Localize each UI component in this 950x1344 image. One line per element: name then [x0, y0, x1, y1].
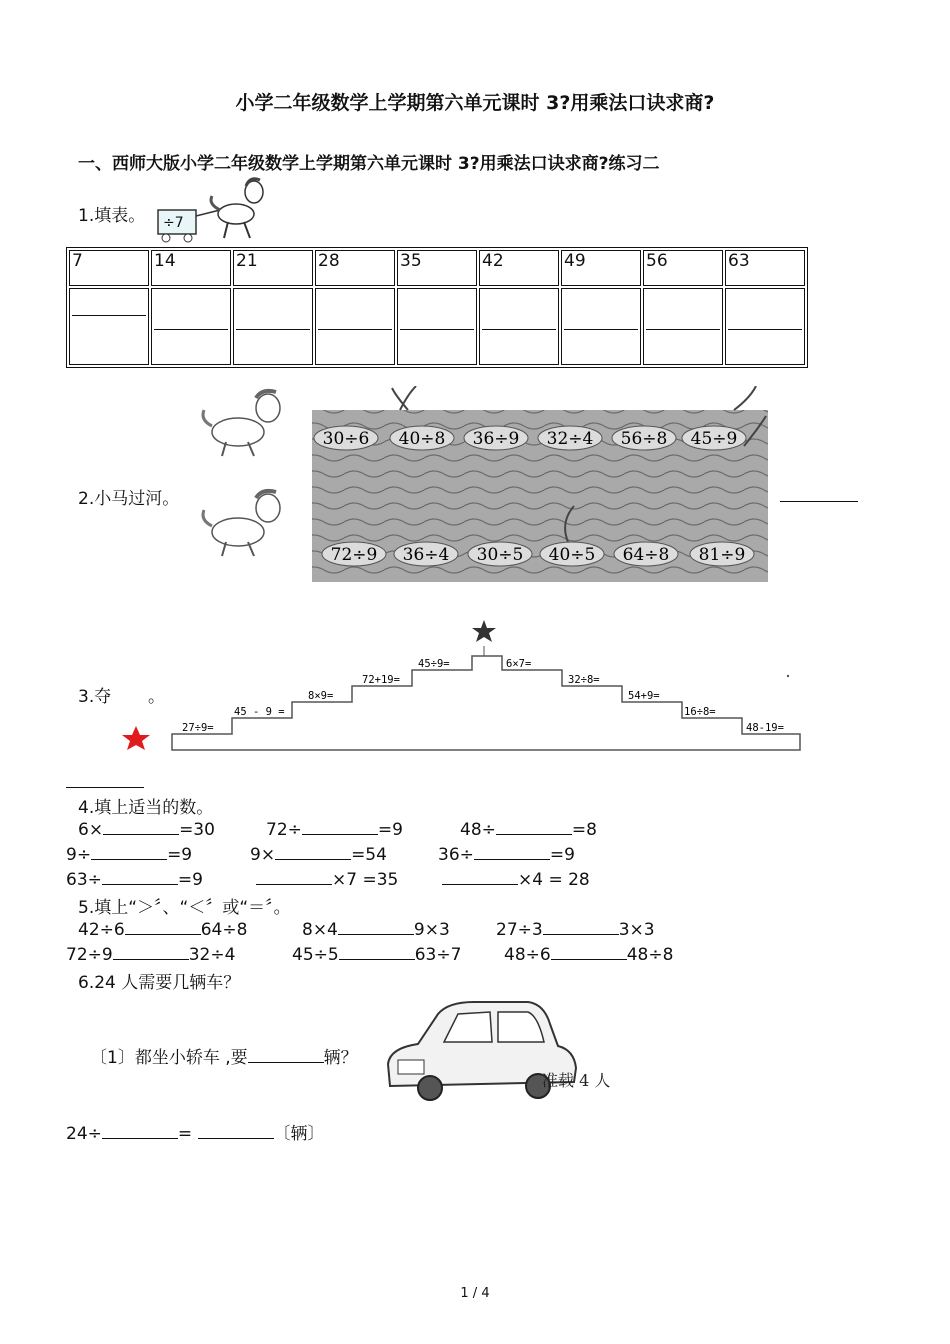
- answer-blank[interactable]: [102, 868, 178, 885]
- q2-answer-blank[interactable]: [780, 501, 858, 502]
- table-cell: 56: [643, 250, 723, 286]
- stair-label: 72+19=: [362, 674, 400, 686]
- q4-item: 63÷ =9: [66, 870, 203, 890]
- red-star-icon: [122, 726, 150, 750]
- horse-cart-illustration: [150, 176, 280, 246]
- q2-label: 2.小马过河。: [78, 489, 180, 509]
- stone-label: 40÷5: [548, 545, 596, 565]
- cart-sign: ÷7: [163, 215, 184, 231]
- answer-cell[interactable]: [315, 288, 395, 365]
- stone-label: 56÷8: [620, 429, 668, 449]
- q4-item: ×4 = 28: [442, 868, 590, 890]
- answer-blank[interactable]: [551, 943, 627, 960]
- table-cell: 21: [233, 250, 313, 286]
- table-cell: 63: [725, 250, 805, 286]
- answer-cell[interactable]: [561, 288, 641, 365]
- stone-label: 72÷9: [330, 545, 378, 565]
- answer-blank[interactable]: [302, 818, 378, 835]
- stone-label: 81÷9: [698, 545, 746, 565]
- river-scene: [304, 386, 776, 588]
- answer-blank[interactable]: [442, 868, 518, 885]
- stone-label: 32÷4: [546, 429, 594, 449]
- answer-blank[interactable]: [496, 818, 572, 835]
- answer-blank[interactable]: [198, 1122, 274, 1139]
- q4-item: 48÷ =8: [460, 820, 597, 840]
- stone-label: 36÷4: [402, 545, 450, 565]
- stone-label: 30÷5: [476, 545, 524, 565]
- q6-label: 6.24 人需要几辆车？: [78, 973, 241, 993]
- table-cell: 14: [151, 250, 231, 286]
- page-number: 1 / 4: [460, 1286, 490, 1301]
- stair-label: 8×9=: [308, 690, 334, 702]
- answer-blank[interactable]: [248, 1046, 324, 1063]
- answer-blank[interactable]: [103, 818, 179, 835]
- stone-label: 40÷8: [398, 429, 446, 449]
- pony-icon: [196, 486, 292, 560]
- page-title: 小学二年级数学上学期第六单元课时 3?用乘法口诀求商?: [235, 92, 715, 114]
- answer-blank[interactable]: [275, 843, 351, 860]
- answer-blank[interactable]: [102, 1122, 178, 1139]
- car-illustration: [378, 994, 628, 1106]
- q6-calc: 24÷ = 〔辆〕: [66, 1124, 325, 1144]
- stair-diagram: [118, 614, 808, 756]
- pony-icon: [196, 386, 292, 460]
- q4-label: 4.填上适当的数。: [78, 798, 214, 818]
- stone-label: 64÷8: [622, 545, 670, 565]
- stone-label: 45÷9: [690, 429, 738, 449]
- answer-blank[interactable]: [125, 918, 201, 935]
- q5-item: 48÷6 48÷8: [504, 945, 674, 965]
- table-cell: 35: [397, 250, 477, 286]
- answer-cell[interactable]: [233, 288, 313, 365]
- answer-cell[interactable]: [643, 288, 723, 365]
- stair-label: 45 - 9 =: [234, 706, 285, 718]
- stone-label: 30÷6: [322, 429, 370, 449]
- q5-item: 42÷6 64÷8: [78, 920, 248, 940]
- section-heading: 一、西师大版小学二年级数学上学期第六单元课时 3?用乘法口诀求商?练习二: [78, 154, 660, 174]
- stair-label: 6×7=: [506, 658, 532, 670]
- q5-item: 8×4 9×3: [302, 920, 450, 940]
- answer-cell[interactable]: [479, 288, 559, 365]
- q4-item: 36÷ =9: [438, 845, 575, 865]
- q3-label-end: 。: [148, 687, 165, 707]
- q4-item: ×7 =35: [256, 868, 398, 890]
- q5-item: 72÷9 32÷4: [66, 945, 236, 965]
- stair-label: 54+9=: [628, 690, 660, 702]
- q4-item: 72÷ =9: [266, 820, 403, 840]
- stair-label: 16÷8=: [684, 706, 716, 718]
- q6-part1: 〔1〕都坐小轿车 ,要 辆？: [90, 1048, 358, 1068]
- car-caption: 准载 4 人: [542, 1071, 611, 1090]
- q5-label: 5.填上“＞〞、“＜〞或“＝〞。: [78, 898, 291, 918]
- q3-answer-blank[interactable]: [66, 787, 144, 788]
- stair-label: 45÷9=: [418, 658, 450, 670]
- answer-cell[interactable]: [151, 288, 231, 365]
- answer-cell[interactable]: [69, 288, 149, 365]
- answer-blank[interactable]: [474, 843, 550, 860]
- stair-label: 27÷9=: [182, 722, 214, 734]
- table-cell: 49: [561, 250, 641, 286]
- answer-blank[interactable]: [256, 868, 332, 885]
- q1-label: 1.填表。: [78, 206, 146, 226]
- stair-label: 48-19=: [746, 722, 784, 734]
- q4-item: 9÷ =9: [66, 845, 193, 865]
- answer-blank[interactable]: [339, 943, 415, 960]
- table-cell: 7: [69, 250, 149, 286]
- table-cell: 28: [315, 250, 395, 286]
- answer-blank[interactable]: [543, 918, 619, 935]
- stair-label: 32÷8=: [568, 674, 600, 686]
- fill-table: [66, 247, 808, 368]
- q4-item: 6× =30: [78, 820, 215, 840]
- answer-cell[interactable]: [397, 288, 477, 365]
- q3-label: 3.夺: [78, 687, 112, 707]
- q4-item: 9× =54: [250, 845, 387, 865]
- q5-item: 27÷3 3×3: [496, 920, 655, 940]
- table-cell: 42: [479, 250, 559, 286]
- answer-cell[interactable]: [725, 288, 805, 365]
- star-icon: [472, 620, 496, 642]
- stone-label: 36÷9: [472, 429, 520, 449]
- q5-item: 45÷5 63÷7: [292, 945, 462, 965]
- answer-blank[interactable]: [91, 843, 167, 860]
- answer-blank[interactable]: [113, 943, 189, 960]
- answer-blank[interactable]: [338, 918, 414, 935]
